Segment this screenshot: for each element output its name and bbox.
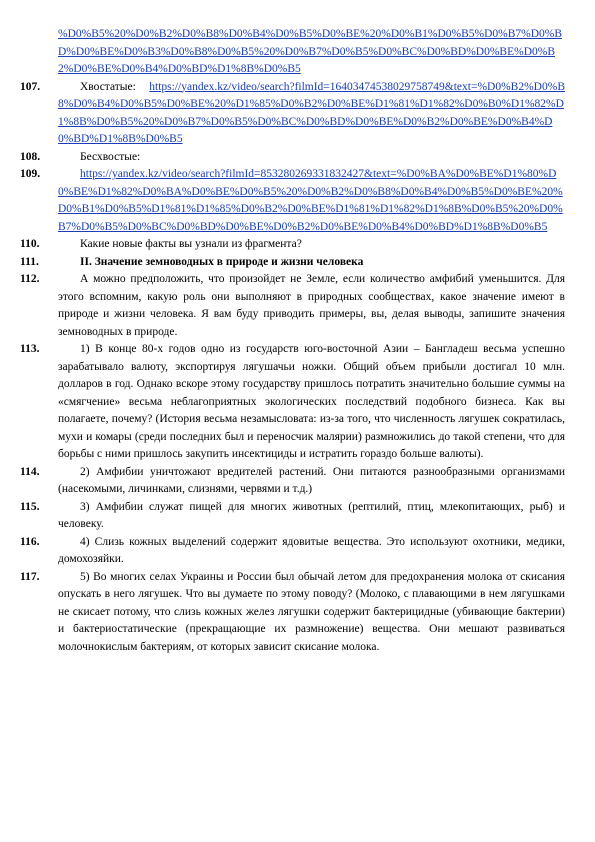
- item-body: [58, 149, 565, 167]
- item-number: 111.: [20, 255, 39, 268]
- video-link-tailless[interactable]: https://yandex.kz/video/search?filmId=853280269331832427&text=%D0%BA%D0%BE%D1%80%D0%BE%D1%82%D0%BA%D0%BE%D0%B5%20%D0%B2%D0%B8%D0%B4%D0%B5%D0%BE%20%D0%B1%D0%B5%D1%81%D1%85%D0%B2%D0%BE%D1%81%D1%82%D1%8B%D0%B5%20%D0%B7%D0%B5%D0%BC%D0%BD%D0%BE%D0%B2%D0%BE%D0%B4%D0%BD%D1%8B%D0%B5: [58, 168, 563, 233]
- list-item-110: [20, 236, 565, 254]
- item-paragraph: 2) Амфибии уничтожают вредителей растений. Они питаются разнообразными организмами (насекомыми, личинками, слизнями, червями и т.д.): [58, 465, 565, 495]
- list-item-114: [20, 464, 565, 499]
- item-number: 114.: [20, 465, 40, 478]
- list-item-109: [20, 166, 565, 236]
- item-body: [58, 236, 565, 254]
- list-item-107: [20, 79, 565, 149]
- lead-link-block: [58, 26, 565, 79]
- item-label-tailless: Бесхвостые:: [80, 150, 141, 163]
- list-item-117: [20, 569, 565, 657]
- item-number: 112.: [20, 273, 40, 285]
- video-link-tailed[interactable]: https://yandex.kz/video/search?filmId=16403474538029758749&text=%D0%B2%D0%B8%D0%B4%D0%B5%D0%BE%20%D1%85%D0%B2%D0%BE%D1%81%D1%82%D0%B0%D1%82%D1%8B%D0%B5%20%D0%B7%D0%B5%D0%BC%D0%BD%D0%BE%D0%B2%D0%BE%D0%B4%D0%BD%D1%8B%D0%B5: [58, 80, 565, 145]
- item-paragraph: 4) Слизь кожных выделений содержит ядовитые вещества. Это используют охотники, медики, домохозяйки.: [58, 535, 565, 565]
- item-paragraph: 3) Амфибии служат пищей для многих животных (рептилий, птиц, млекопитающих, рыб) и человеку.: [58, 500, 565, 530]
- item-body: [58, 79, 565, 149]
- item-body: [58, 341, 565, 464]
- item-label-tailed: Хвостатые:: [80, 80, 136, 93]
- list-item-113: [20, 341, 565, 464]
- item-number: 115.: [20, 500, 40, 513]
- list-item-108: [20, 149, 565, 167]
- item-number: 108.: [20, 150, 41, 163]
- list-item-112: [20, 271, 565, 341]
- continued-video-link[interactable]: %D0%B5%20%D0%B2%D0%B8%D0%B4%D0%B5%D0%BE%20%D0%B1%D0%B5%D0%B7%D0%BD%D0%BE%D0%B3%D0%B8%D0%B5%20%D0%B7%D0%B5%D0%BC%D0%BD%D0%BE%D0%B2%D0%BE%D0%B4%D0%BD%D1%8B%D0%B5: [58, 28, 563, 75]
- item-number: 109.: [20, 168, 41, 180]
- item-paragraph: А можно предположить, что произойдет не Земле, если количество амфибий уменьшится. Для этого вспомним, какую роль они выполняют в природных сообществах, какое значение имеют в природе и жизни человека. Я вам буду приводить примеры, вы, делая выводы, запишите значения земноводных в природе.: [58, 273, 565, 338]
- item-body: [58, 534, 565, 569]
- item-paragraph: 5) Во многих селах Украины и России был обычай летом для предохранения молока от скисания опускать в него лягушек. Что вы думаете по этому поводу? (Молоко, с плавающими в нем лягушками не скисает потому, что слизь кожных желез лягушки содержит бактерицидные (убивающие бактерии) и бактериостатические (прекращающие их размножение) вещества. Они мешают развиваться молочнокислым бактериям, от которых зависит скисание молока.: [58, 570, 565, 653]
- item-number: 110.: [20, 238, 40, 250]
- item-number: 116.: [20, 535, 40, 548]
- item-number: 113.: [20, 343, 40, 355]
- section-heading: II. Значение земноводных в природе и жизни человека: [80, 255, 364, 268]
- item-body: [58, 166, 565, 236]
- item-number: 117.: [20, 570, 40, 583]
- item-body: [58, 464, 565, 499]
- item-body: [58, 569, 565, 657]
- item-number: 107.: [20, 80, 41, 93]
- item-body: [58, 254, 565, 272]
- list-item-116: [20, 534, 565, 569]
- item-body: [58, 271, 565, 341]
- list-item-111: [20, 254, 565, 272]
- item-body: [58, 499, 565, 534]
- item-paragraph: 1) В конце 80-х годов одно из государств юго-восточной Азии – Бангладеш весьма успешно зарабатывало валюту, экспортируя лягушачьи ножки. Общий объем прибыли достигал 10 млн. долларов в год. Однако вскоре этому государству пришлось потратить значительно большие суммы на «смягчение» весьма неблагоприятных экологических последствий подобного бизнеса. Как вы полагаете, почему? (История весьма незамысловата: из-за того, что численность лягушек сократилась, мухи и комары (среди последних был и переносчик малярии) размножились до такой степени, что для борьбы с ними пришлось закупить инсектициды и истратить гораздо больше валюты).: [58, 343, 565, 460]
- list-item-115: [20, 499, 565, 534]
- item-question: Какие новые факты вы узнали из фрагмента?: [80, 238, 302, 250]
